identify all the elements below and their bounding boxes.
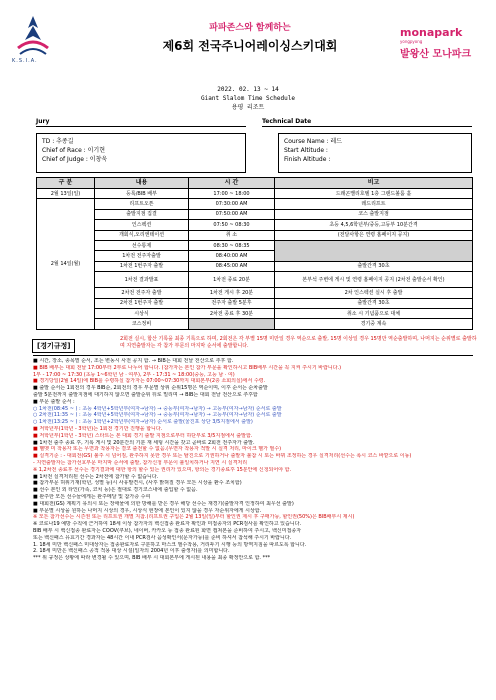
regulation-line: 또는 백신패스 유효기간 경과자는 48시간 이내 PCR검사 음성확인서(문자가능)를 준비 하셔서 참석해 주시기 바랍니다. (33, 534, 292, 541)
day-cell: 2월 13일(일) (37, 189, 95, 199)
table-cell: 08:40:00 AM (189, 251, 275, 261)
regulation-line: ■ 1차전 출주 종료 후, 기록 게시 및 20분간의 기분 재 세팅 시간을 갖고 곧바로 2회전 전주자가 출발. (33, 439, 255, 446)
regulation-line: ○ 1차전(13:25 ~ ) : 초등 1학년+2학년부(여자→남자) 순서로 출발(울진포 상단 3/5지점에서 출발) (33, 419, 253, 426)
ksia-abbrev: K.S.I.A. (12, 58, 38, 64)
regulation-line: *** 위 규정은 상황에 따라 변경될 수 있으며, BIB 배부 시 대회본부에 게시된 내용을 최종 확정안으로 함. *** (33, 555, 271, 562)
jury-chief-race: Chief of Race : 이기현 (42, 147, 105, 154)
table-cell: 출발간격 30초 (275, 298, 473, 308)
table-row (37, 272, 473, 288)
technical-divider (262, 126, 472, 127)
yongpyong-wordmark: yongpyong (400, 39, 423, 44)
event-date: 2022. 02. 13 ~ 14 (217, 86, 279, 93)
regulation-line: ■ BIB 배부는 대회 전날 17:00부터 2부로 나누어 합니다. (참가자는 본인 참가 부문을 확인하시고 BIB배부 시간을 꼭 지켜 주시기 바랍니다.) (33, 364, 342, 371)
table-cell: 17:00 ~ 18:00 (189, 189, 275, 199)
technical-label: Technical Date (262, 118, 312, 125)
tech-finish: Finish Altitude : (284, 156, 331, 163)
regulation-line: ■ 시간, 장소, 종목별 순서, 조는 변동시 사전 공지 함. → BIB는 대회 전날 전산으로 추후 함. (33, 358, 234, 364)
monapark-logo (400, 26, 482, 60)
regulation-line: ■ 실격기준 : - 대회전(GS) 불주 시 넘어짐, 완주하지 못한 경우 또는 탈진으로 기권하거나 출발자 불참 시 또는 바꿔 조정하는 경우 실격처리(선수는 폭시 코스 바깥으로 이동) (33, 453, 412, 460)
table-cell: 1차전 종료 20분 (189, 272, 275, 288)
table-cell: 1차전 결과발표 (95, 272, 189, 288)
ksia-logo (14, 14, 52, 58)
col-header: 비고 (275, 178, 473, 189)
col-header: 시 간 (189, 178, 275, 189)
table-cell: 2차전 전주자 출발 (95, 288, 189, 298)
regulation-line: ※ 1,2차전 종료후 선수는 경기결과에 대한 항의 할수 있는 권리가 있으며, 항의는 경기종료후 15분안에 신청되어야 함. (33, 466, 292, 473)
tech-course: Course Name : 레드 (284, 138, 342, 145)
table-cell: 2차 인스펙션 실시 후 출발 (275, 288, 473, 298)
tech-start: Start Altitude : (284, 147, 328, 154)
page-title: 제6회 전국주니어레이싱스키대회 (162, 39, 338, 53)
table-row (37, 288, 473, 298)
table-row (37, 240, 473, 250)
day-cell: 2월 14일(월) (37, 199, 95, 329)
table-cell: 전주자 출발 5분후 (189, 298, 275, 308)
table-cell: 등록/BIB 배부 (95, 189, 189, 199)
table-cell: 취 소 (189, 230, 275, 240)
schedule-table (36, 177, 473, 330)
regulation-line: BIB 배부 시 백신접종 완료자는 COOV(쿠브), 네이버, 카카오 등 접종 완료된 화면 캡쳐본을 준비하여 주시고, 백신미접종자 (33, 527, 302, 534)
monapark-korean: 발왕산 모나파크 (400, 49, 472, 60)
event-venue: 용평 리조트 (231, 104, 265, 111)
regulation-line: 1부 - 17:00 ~ 17:30 (초등 1~6학년 남 · 여부), 2부 - 17:31 ~ 18:00(중등, 고등 남 · 여) (33, 371, 235, 378)
jury-label: Jury (36, 118, 50, 125)
table-cell: 2차전 종료 후 30분 (189, 308, 275, 318)
regulation-line: ○ 2차전(11:35 ~ ) : 초등 4학년+5학년부(여자→남자) → 중등부(여자→남자) → 고등부(여자→남자) 순서로 출발 (33, 412, 282, 419)
jury-td: TD : 추종길 (42, 138, 74, 145)
table-cell: 코스 출발지점 (275, 209, 473, 219)
table-cell: 07:50 ~ 08:30 (189, 220, 275, 230)
col-header: 구 분 (37, 178, 95, 189)
technical-box (278, 133, 472, 173)
regulation-line: ■ 부문 출발 순서 : (33, 398, 75, 405)
regulation-line: ※ 모든 참가선수는 시즌권 또는 리프트권 개별 지참.(리프트권 구입은 2월 13일(일)부터 할인권 제시 후 구매가능, 할인권(50%)은 BIB배부시 제시) (33, 514, 355, 521)
table-row (37, 209, 473, 219)
regulation-line: ■ 경기당일(2월 14일)에 BIB를 수령하실 참가자는 07:00~07:30까지 대회본부(2층 소회의실)에서 수령. (33, 378, 266, 385)
jury-box (36, 133, 246, 173)
header-subtitle: 파파존스와 함께하는 (209, 23, 291, 33)
table-row (37, 199, 473, 209)
table-row (37, 189, 473, 199)
regulation-line: 1. 18세 미만 백신패스 미대상자는 접종완료자로 구분하고 마스크 필수착용, 거리두기 시행 등의 방역지침을 따르도록 합니다. (33, 541, 307, 548)
table-cell: 레드리프트 (275, 199, 473, 209)
table-cell: 리프트오픈 (95, 199, 189, 209)
schedule-heading (140, 85, 356, 112)
table-cell: 선수통제 (95, 240, 189, 250)
table-row (37, 220, 473, 230)
table-cell: 인스펙션 (95, 220, 189, 230)
table-cell: 1차전 1번주자 출발 (95, 261, 189, 271)
table-cell: 경기중 계속 (275, 319, 473, 329)
table-row (37, 261, 473, 271)
table-cell: 2차전 1번주자 출발 (95, 298, 189, 308)
regulations-list (33, 358, 473, 562)
table-cell: 1차전 게시 후 20분 (189, 288, 275, 298)
regulation-line: ■ 1차전 실격처리된 선수는 2차전에 참가할 수 없습니다. (33, 473, 159, 480)
schedule-title: Giant Slalom Time Schedule (201, 95, 295, 102)
table-cell: 본부석 주변에 게시 및 연령 홈페이지 공지 (2차전 출발순서 확인) (275, 272, 473, 288)
table-cell: 07:50:00 AM (189, 209, 275, 219)
regulations-red-note: 2회전 실시, 합산 기록을 최종 기록으로 하며, 2회전은 각 부별 15명 미만일 경우 역순으로 출발, 15명 이상일 경우 15명만 역순출발하며, 나머지는 순위별로 출발하며 지연출발자는 각 참가 부문의 마지막 순서에 출발합니다. (120, 336, 477, 349)
table-cell: 초등 4,5,6학년부/중등,고등부 10분간격 (275, 220, 473, 230)
table-cell: 출발간격 30초 (275, 261, 473, 271)
col-header: 내용 (95, 178, 189, 189)
regulation-line: ■ 헬멧 미 착용자 또는 무면과 착용자는 결코 출전할 수 없음.(무면자 착용자 적발 시 실격 처리, 마이크 헬가 필수) (33, 446, 282, 453)
regulation-line: ■ 저학년부(1학년 - 3학년)는 1회전 경기만 진행을 합니다. (33, 425, 163, 432)
table-cell: 취소 시 기념품으로 대체 (275, 308, 473, 318)
regulation-line: ■ 출발 순서는 1회전의 경우 BIB순, 2회전의 경우 부문별 상위 순위15명은 역순이며, 이후 순서는 순차출발 (33, 385, 268, 392)
table-cell: 1차전 전주자출발 (95, 251, 189, 261)
jury-divider (36, 126, 246, 127)
table-row (37, 230, 473, 240)
table-cell: 08:30 ~ 08:35 (189, 240, 275, 250)
regulations-divider (33, 355, 473, 356)
regulation-line: ■ 대회전(GS) 계획기 유의시 또는 장애물에 의한 방해를 받은 경우 해당 선수는 재경기(출발자격 인정하여 최우선 출발) (33, 500, 294, 507)
regulation-line: 2. 18세 미만은 백신패스 공적 적용 대상 시설(일자의 2004년 이후 출생자)를 의미합니다. (33, 548, 230, 555)
regulation-line: ■ 부문별 시상을 원하는 나머지 시상의 경우, 시상식 현장에 본인이 있지 않을 경우 자순위자에게 시상함. (33, 507, 262, 514)
regulation-line: ※ 코로나19 예방 수칙에 근거하여 18세 이상 참가자의 백신접종 완료자 확인과 미접종자의 PCR검사를 확인하고 있습니다. (33, 521, 302, 528)
table-cell: 드래곤밸리호텔 1층 그랜드볼룸 홀 (275, 189, 473, 199)
regulation-line: ■ 참가부문 허위기재(학년, 성별 등)시 사유발견시, (사후 밝혀질 경우 모든 시상을 환수 조치함) (33, 480, 242, 487)
regulation-line: 출발 5분전까지 출발지점에 대기하지 않으면 출발순위 뒤로 밀리며 → BIB는 대회 전날 전산으로 추후함 (33, 391, 258, 398)
table-cell: 07:30:00 AM (189, 199, 275, 209)
table-row (37, 298, 473, 308)
regulation-line: ■ 완주한 모든 선수들에게는 완주메달 및 참가증 수여 (33, 493, 151, 500)
page-header (110, 20, 390, 54)
table-row (37, 308, 473, 318)
table-cell: 08:45:00 AM (189, 261, 275, 271)
table-row (37, 319, 473, 329)
table-header-row (37, 178, 473, 189)
table-cell: 시상식 (95, 308, 189, 318)
regulation-line: ■ 저학년부(1학년 - 3학년) 스타트는 본 대회 경기 출발 지점으로부터 하단부로 3/5지점에서 출발함. (33, 432, 253, 439)
table-cell: 개회식,오리엔테이션 (95, 230, 189, 240)
monapark-wordmark: monapark (400, 26, 463, 39)
regulation-line: ■ 선수 본인 외 타인(가족, 코치 등)은 절대로 경기코스내에 출입할 수 없음. (33, 487, 198, 494)
table-cell: (전달사항은 연령 홈페이지 공지) (275, 230, 473, 240)
table-cell (189, 319, 275, 329)
table-cell (275, 240, 473, 261)
table-cell: 출발지점 집결 (95, 209, 189, 219)
jury-chief-judge: Chief of Judge : 이창욱 (42, 156, 108, 163)
table-cell: 코스정비 (95, 319, 189, 329)
regulation-line: ○ 1차전(08:45 ~ ) : 초등 4학년+5학년부(여자→남자) → 중등부(여자→남자) → 고등부(여자→남자) 순서로 출발 (33, 405, 282, 412)
regulations-title: [경기규정] (32, 339, 75, 353)
regulation-line: - 지연출발자는 참가선호부문 마지막 순서에 출발, 참가신청 부문이 불일치하거나 지연 시 실격처리 (33, 459, 248, 466)
